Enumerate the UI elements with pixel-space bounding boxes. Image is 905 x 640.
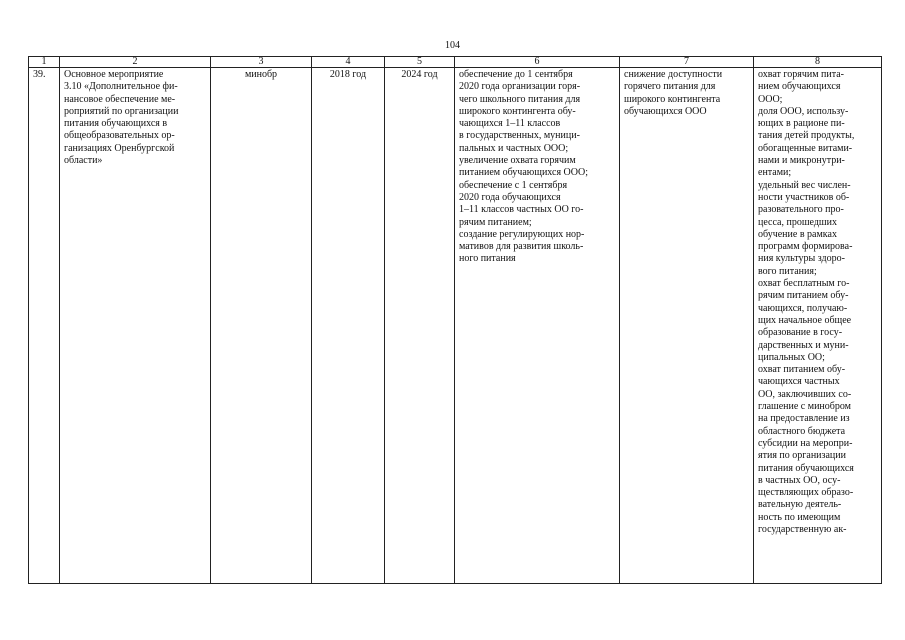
consequences: снижение доступности горячего питания для широкого контингента обучающихся ООО xyxy=(624,69,723,117)
end-year-cell xyxy=(385,68,455,584)
column-number-row xyxy=(29,57,882,68)
column-number: 3 xyxy=(211,57,312,68)
row-number-cell xyxy=(29,68,60,584)
table-row xyxy=(29,68,882,584)
column-number: 8 xyxy=(754,57,882,68)
column-number: 6 xyxy=(455,57,620,68)
column-number: 2 xyxy=(60,57,211,68)
column-number: 4 xyxy=(312,57,385,68)
column-number: 5 xyxy=(385,57,455,68)
start-year: 2018 год xyxy=(329,69,367,80)
executor-cell xyxy=(211,68,312,584)
executor: минобр xyxy=(244,69,278,80)
column-number: 1 xyxy=(29,57,60,68)
column-number: 7 xyxy=(620,57,754,68)
activity-name-cell xyxy=(60,68,211,584)
consequences-cell xyxy=(620,68,754,584)
indicators-cell xyxy=(754,68,882,584)
row-number: 39. xyxy=(33,69,46,80)
end-year: 2024 год xyxy=(401,69,438,80)
activity-name: Основное мероприятие 3.10 «Дополнительное фи- нансовое обеспечение ме- роприятий по организации питания обучающихся в общеобразовательных ор- ганизациях Оренбургской области» xyxy=(64,69,179,167)
program-table xyxy=(28,56,882,584)
indicators: охват горячим пита- нием обучающихся ООО; доля ООО, использу- ющих в рационе пи- тания детей продукты, обогащенные витами- нами и микронутри- ентами; удельный вес числен- ности участников об- разовательного про- цесса, прошедших обучение в рамках программ формирова- ния культуры здоро- вого питания; охват бесплатным го- рячим питанием обу- чающихся, получаю- щих начальное общее образование в госу- дарственных и муни- ципальных ОО; охват питанием обу- чающихся частных ОО, заключивших со- глашение с минобром на предоставление из областного бюджета субсидии на меропри- ятия по организации питания обучающихся в частных ОО, осу- ществляющих образо- вательную деятель- ность по имеющим государственную ак- xyxy=(758,69,855,535)
expected-result: обеспечение до 1 сентября 2020 года организации горя- чего школьного питания для широкого контингента обу- чающихся 1–11 классов в государственных, муници- пальных и частных ООО; увеличение охвата горячим питанием обучающихся ООО; обеспечение с 1 сентября 2020 года обучающихся 1–11 классов частных ОО го- рячим питанием; создание регулирующих нор- мативов для развития школь- ного питания xyxy=(459,69,588,265)
page-number: 104 xyxy=(445,40,460,51)
start-year-cell xyxy=(312,68,385,584)
expected-result-cell xyxy=(455,68,620,584)
